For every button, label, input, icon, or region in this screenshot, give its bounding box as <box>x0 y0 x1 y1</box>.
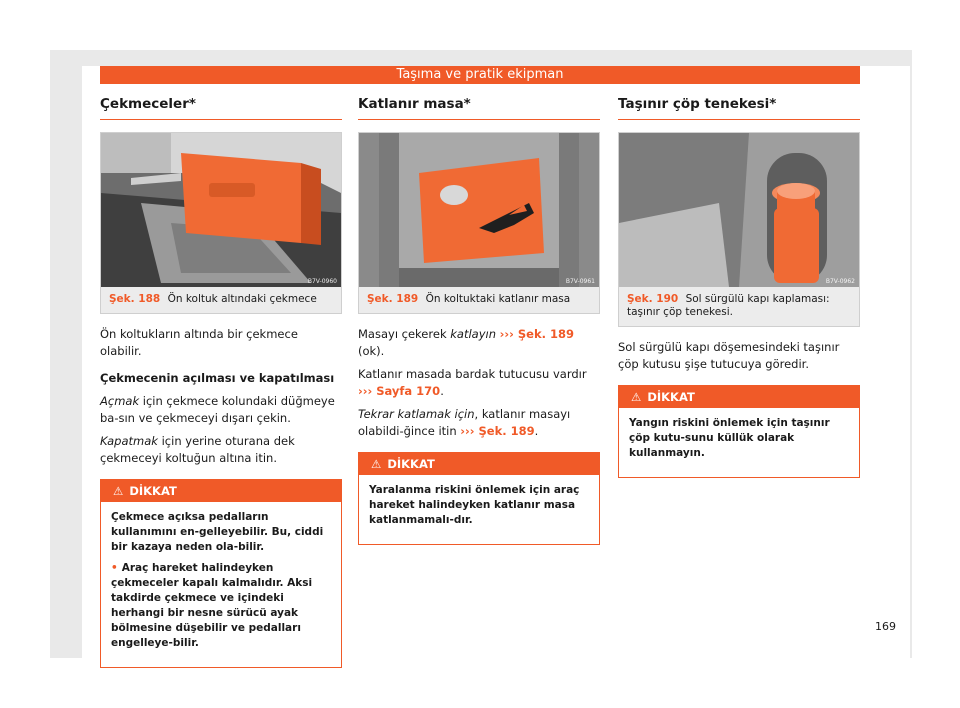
caption-text: Ön koltuk altındaki çekmece <box>167 293 317 305</box>
warning-box <box>358 452 600 545</box>
section-title: Taşınır çöp tenekesi* <box>618 96 860 120</box>
section-folding-table <box>358 96 600 545</box>
warning-title: DİKKAT <box>129 484 177 498</box>
emphasis: Açmak <box>100 394 140 408</box>
text: Katlanır masada bardak tutucusu vardır <box>358 367 587 381</box>
figure-caption <box>619 287 859 326</box>
figure-188 <box>100 132 342 314</box>
table-photo <box>359 133 599 287</box>
text: . <box>440 384 444 398</box>
close-instructions <box>100 433 342 467</box>
subheading: Çekmecenin açılması ve kapatılması <box>100 371 335 385</box>
figure-link[interactable]: ››› Şek. 189 <box>499 327 575 341</box>
bullet-text: Araç hareket halindeyken çekmeceler kapalı kalmalıdır. Aksi takdirde çekmece ve içindeki herhangi bir nesne sürücü ayak bölmesine düşebilir ve pedalları engelleye-bilir. <box>111 562 313 649</box>
figure-code: B7V-0961 <box>565 278 595 285</box>
text: için çekmece kolundaki düğmeye ba-sın ve çekmeceyi dışarı çekin. <box>100 394 335 425</box>
drawer-photo <box>101 133 341 287</box>
warning-title: DİKKAT <box>387 457 435 471</box>
page-number: 169 <box>875 620 896 633</box>
warning-box <box>100 479 342 668</box>
text: için yerine oturana dek çekmeceyi koltuğun altına itin. <box>100 434 295 465</box>
section-drawers <box>100 96 342 668</box>
caption-text: Ön koltuktaki katlanır masa <box>425 293 571 305</box>
bullet-icon: • <box>111 562 118 574</box>
figure-code: B7V-0960 <box>307 278 337 285</box>
figure-number: Şek. 188 <box>109 293 161 305</box>
emphasis: Tekrar katlamak için <box>358 407 475 421</box>
emphasis: Kapatmak <box>100 434 158 448</box>
warning-text: Yangın riskini önlemek için taşınır çöp kutu-sunu küllük olarak kullanmayın. <box>629 417 830 459</box>
warning-bullet <box>111 561 331 651</box>
text: . <box>534 424 539 438</box>
figure-number: Şek. 190 <box>627 293 679 305</box>
section-title: Katlanır masa* <box>358 96 600 120</box>
text: Masayı çekerek <box>358 327 451 341</box>
section-trash-bin <box>618 96 860 478</box>
warning-title: DİKKAT <box>647 390 695 404</box>
figure-190 <box>618 132 860 327</box>
warning-body <box>619 408 859 477</box>
page-link[interactable]: ››› Sayfa 170 <box>358 384 441 398</box>
refold-instructions <box>358 406 600 440</box>
bin-photo <box>619 133 859 287</box>
warning-triangle-icon: ⚠ <box>371 457 382 471</box>
warning-box <box>618 385 860 478</box>
warning-body <box>101 502 341 667</box>
warning-text: Çekmece açıksa pedalların kullanımını en-gelleyebilir. Bu, ciddi bir kazaya neden ola-bilir. <box>111 511 324 553</box>
cupholder-note <box>358 366 600 400</box>
warning-body <box>359 475 599 544</box>
figure-caption <box>101 287 341 313</box>
figure-code: B7V-0962 <box>825 278 855 285</box>
intro-text: Ön koltukların altında bir çekmece olabilir. <box>100 327 298 358</box>
figure-link[interactable]: ››› Şek. 189 <box>460 424 535 438</box>
warning-header <box>101 480 341 502</box>
emphasis: katlayın <box>450 327 497 341</box>
warning-triangle-icon: ⚠ <box>113 484 124 498</box>
warning-header <box>359 453 599 475</box>
chapter-header: Taşıma ve pratik ekipman <box>100 66 860 84</box>
text: (ok). <box>358 344 385 358</box>
fold-instructions <box>358 326 600 360</box>
warning-header <box>619 386 859 408</box>
bin-description: Sol sürgülü kapı döşemesindeki taşınır çöp kutusu şişe tutucuya göredir. <box>618 340 840 371</box>
warning-triangle-icon: ⚠ <box>631 390 642 404</box>
figure-caption <box>359 287 599 313</box>
caption-text: Sol sürgülü kapı kaplaması: taşınır çöp tenekesi. <box>627 293 830 318</box>
figure-number: Şek. 189 <box>367 293 419 305</box>
text: , katlanır masayı olabildi-ğince itin <box>358 407 571 438</box>
warning-text: Yaralanma riskini önlemek için araç hareket halindeyken katlanır masa katlanmamalı-dır. <box>369 484 580 526</box>
open-instructions <box>100 393 342 427</box>
section-title: Çekmeceler* <box>100 96 342 120</box>
figure-189 <box>358 132 600 314</box>
